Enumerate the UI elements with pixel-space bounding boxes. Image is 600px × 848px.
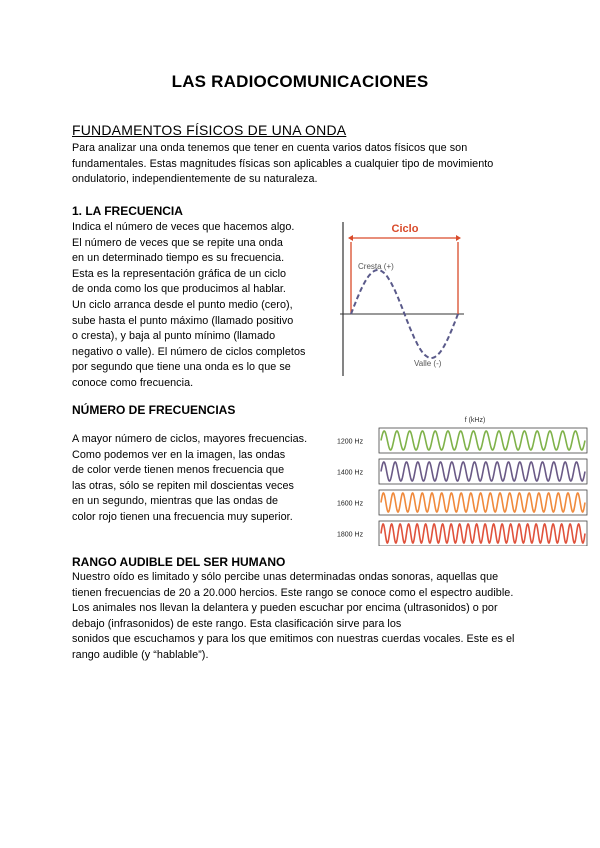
frequency-row-label: 1400 Hz [337,469,364,477]
numero-frecuencias-heading: NÚMERO DE FRECUENCIAS [72,403,236,417]
frecuencia-line: de onda como los que producimos al hablar. [72,283,286,296]
frecuencia-paragraph [72,220,305,392]
section-subtitle: FUNDAMENTOS FÍSICOS DE UNA ONDA [72,122,347,138]
rango-line: Nuestro oído es limitado y sólo percibe unas determinadas ondas sonoras, aquellas que [72,571,499,583]
frecuencia-line: Esta es la representación gráfica de un ciclo [72,267,287,280]
frequency-comparison-figure [335,410,591,546]
frecuencia-line: por segundo que tiene una onda es lo que se [72,361,291,374]
frequency-row-label: 1600 Hz [337,500,364,508]
page-title: LAS RADIOCOMUNICACIONES [171,72,429,91]
frecuencia-heading: 1. LA FRECUENCIA [72,204,183,218]
rango-audible-paragraph [72,570,514,664]
cycle-diagram [340,220,466,378]
numero-line: las otras, sólo se repiten mil doscientas veces [72,479,294,492]
frecuencia-line: o cresta), y baja al punto mínimo (llamado [72,330,276,343]
intro-line: Para analizar una onda tenemos que tener en cuenta varios datos físicos que son [72,142,468,154]
frecuencia-line: negativo o valle). El número de ciclos completos [72,345,306,358]
numero-line: en un segundo, mientras que las ondas de [72,495,279,508]
frequency-row-label: 1800 Hz [337,531,364,539]
numero-line: A mayor número de ciclos, mayores frecuencias. [72,433,308,445]
numero-line: Como podemos ver en la imagen, las ondas [72,448,286,461]
cycle-label: Ciclo [391,223,419,235]
frecuencia-line: sube hasta el punto máximo (llamado positivo [72,314,294,327]
rango-line: debajo (infrasonidos) de este rango. Esta clasificación sirve para los [72,617,402,630]
frequency-row-label: 1200 Hz [337,438,364,446]
frequency-axis-label: f (kHz) [464,417,486,424]
rango-line: Los animales nos llevan la delantera y pueden escuchar por encima (ultrasonidos) o por [72,602,498,615]
crest-label: Cresta (+) [358,262,394,271]
rango-line: rango audible (y “hablable”). [72,648,209,661]
frecuencia-line: El número de veces que se repite una onda [72,236,283,249]
numero-frecuencias-paragraph [72,432,307,526]
numero-line: color rojo tienen una frecuencia muy superior. [72,510,293,523]
intro-line: ondulatorio, independientemente de su naturaleza. [72,173,318,186]
intro-line: fundamentales. Estas magnitudes físicas son aplicables a cualquier tipo de movimiento [72,157,494,170]
frecuencia-line: Indica el número de veces que hacemos algo. [72,221,295,233]
rango-line: tienen frecuencias de 20 a 20.000 hercios. Este rango se conoce como el espectro audible. [72,586,514,599]
frecuencia-line: conoce como frecuencia. [72,376,194,389]
numero-line: de color verde tienen menos frecuencia que [72,464,285,477]
intro-paragraph [72,141,493,188]
rango-line: sonidos que escuchamos y para los que emitimos con nuestras cuerdas vocales. Este es el [72,633,515,646]
rango-audible-heading: RANGO AUDIBLE DEL SER HUMANO [72,555,286,569]
trough-label: Valle (-) [414,359,442,368]
frecuencia-line: en un determinado tiempo es su frecuencia. [72,252,285,265]
frecuencia-line: Un ciclo arranca desde el punto medio (cero), [72,298,293,311]
